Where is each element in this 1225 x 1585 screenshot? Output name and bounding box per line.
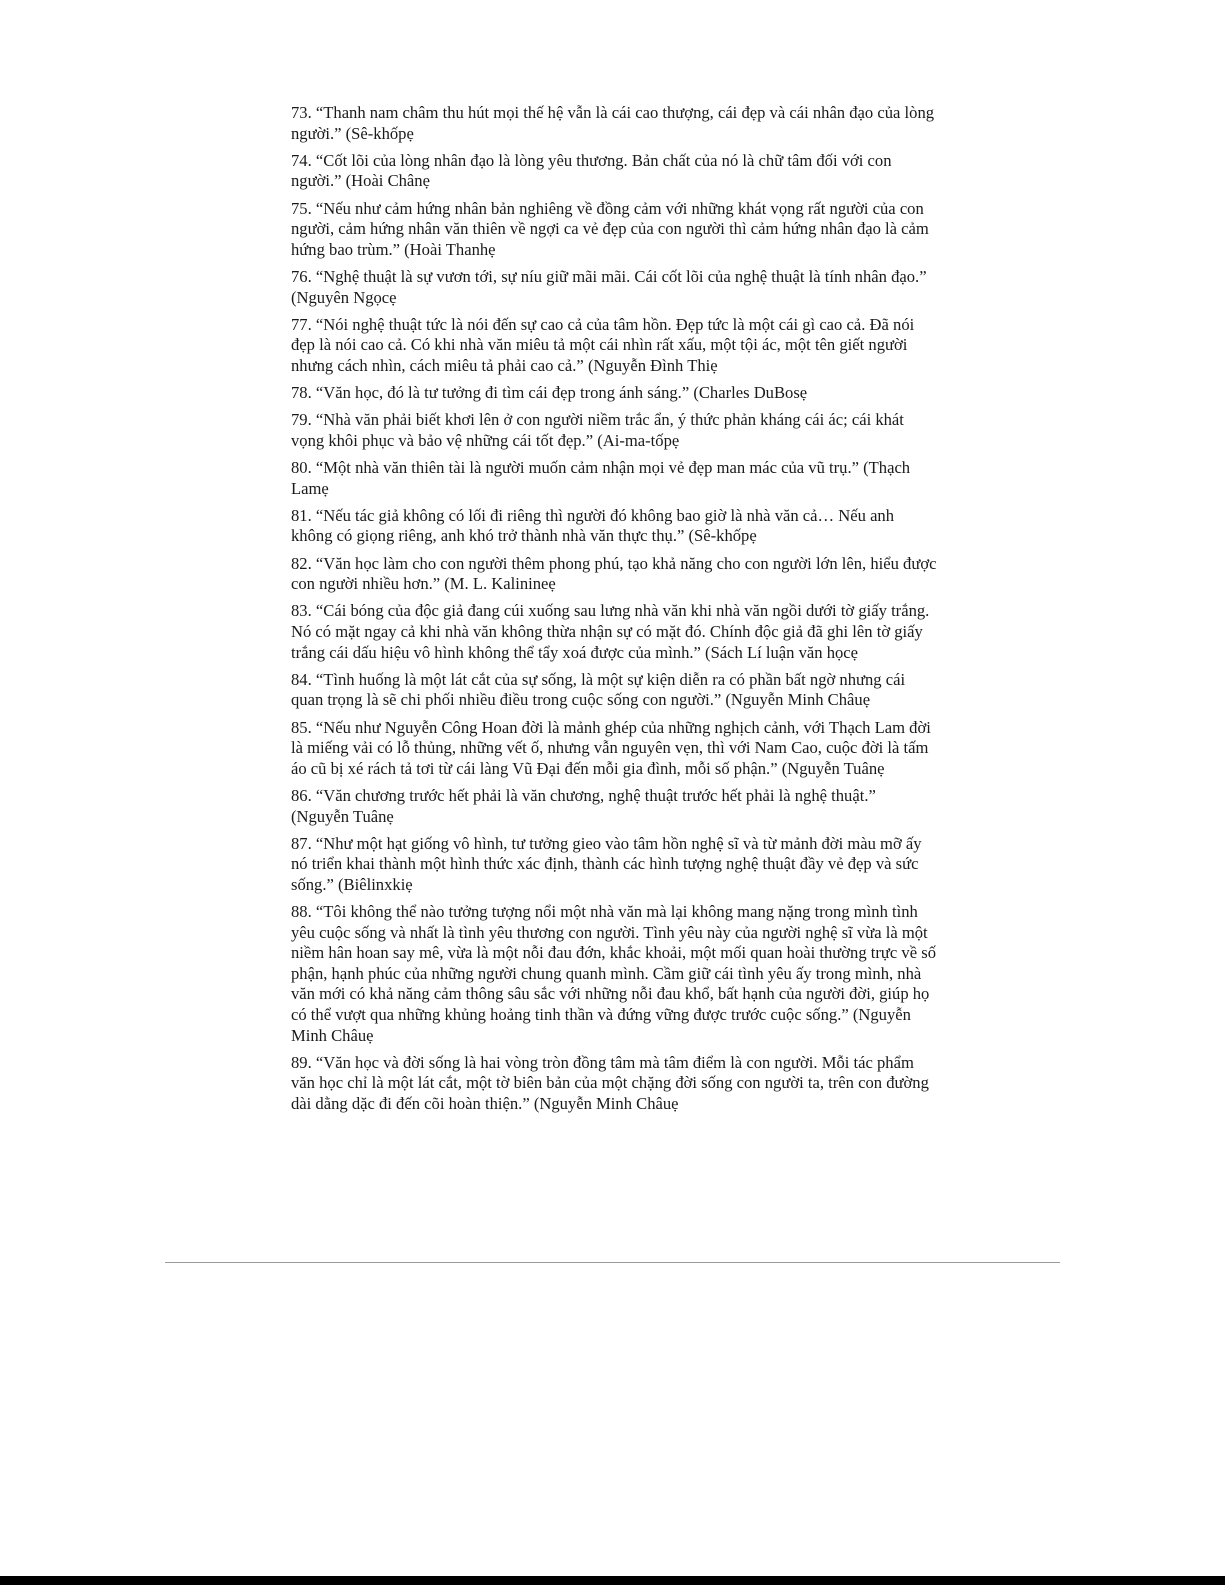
quote-83: 83. “Cái bóng của độc giả đang cúi xuống sau lưng nhà văn khi nhà văn ngồi dưới tờ giấy trắng. Nó có mặt ngay cả khi nhà văn không thừa nhận sự có mặt đó. Chính độc giả đã ghi lên tờ giấy trắng cái dấu hiệu vô hình không thể tẩy xoá được của mình.” (Sách Lí luận văn họcẹ: [291, 601, 930, 662]
quote-list: [291, 103, 991, 1121]
quote-81: 81. “Nếu tác giả không có lối đi riêng thì người đó không bao giờ là nhà văn cả… Nếu anh không có giọng riêng, anh khó trở thành nhà văn thực thụ.” (Sê-khốpẹ: [291, 505, 895, 546]
quote-86: 86. “Văn chương trước hết phải là văn chương, nghệ thuật trước hết phải là nghệ thuật.” (Nguyễn Tuânẹ: [291, 785, 876, 826]
quote-87: 87. “Như một hạt giống vô hình, tư tưởng gieo vào tâm hồn nghệ sĩ và từ mảnh đời màu mỡ ấy nó triển khai thành một hình thức xác định, thành các hình tượng nghệ thuật đầy vẻ đẹp và sức sống.” (Biêlinxkiẹ: [291, 833, 922, 894]
quote-76: 76. “Nghệ thuật là sự vươn tới, sự níu giữ mãi mãi. Cái cốt lõi của nghệ thuật là tính nhân đạo.” (Nguyên Ngọcẹ: [291, 266, 927, 307]
quote-78: 78. “Văn học, đó là tư tưởng đi tìm cái đẹp trong ánh sáng.” (Charles DuBosẹ: [291, 383, 808, 403]
quote-75: 75. “Nếu như cảm hứng nhân bản nghiêng về đồng cảm với những khát vọng rất người của con người, cảm hứng nhân văn thiên về ngợi ca vẻ đẹp của con người thì cảm hứng nhân đạo là cảm hứng bao trùm.” (Hoài Thanhẹ: [291, 198, 929, 259]
quote-79: 79. “Nhà văn phải biết khơi lên ở con người niềm trắc ẩn, ý thức phản kháng cái ác; cái khát vọng khôi phục và bảo vệ những cái tốt đẹp.” (Ai-ma-tốpẹ: [291, 410, 904, 450]
quote-89: 89. “Văn học và đời sống là hai vòng tròn đồng tâm mà tâm điểm là con người. Mỗi tác phẩm văn học chỉ là một lát cắt, một tờ biên bản của một chặng đời sống con người ta, trên con đường dài dằng dặc đi đến cõi hoàn thiện.” (Nguyễn Minh Châuẹ: [291, 1052, 929, 1114]
quote-74: 74. “Cốt lõi của lòng nhân đạo là lòng yêu thương. Bản chất của nó là chữ tâm đối với con người.” (Hoài Chânẹ: [291, 150, 892, 191]
footer-divider: [165, 1262, 1060, 1263]
quote-82: 82. “Văn học làm cho con người thêm phong phú, tạo khả năng cho con người lớn lên, hiểu được con người nhiều hơn.” (M. L. Kalinineẹ: [291, 553, 937, 594]
quote-84: 84. “Tình huống là một lát cắt của sự sống, là một sự kiện diễn ra có phần bất ngờ nhưng cái quan trọng là sẽ chi phối nhiều điều trong cuộc sống con người.” (Nguyễn Minh Châuẹ: [291, 669, 906, 710]
quote-73: 73. “Thanh nam châm thu hút mọi thế hệ vẫn là cái cao thượng, cái đẹp và cái nhân đạo của lòng người.” (Sê-khốpẹ: [291, 103, 935, 143]
quote-85: 85. “Nếu như Nguyễn Công Hoan đời là mảnh ghép của những nghịch cảnh, với Thạch Lam đời là miếng vải có lỗ thủng, những vết ố, nhưng vẫn nguyên vẹn, thì với Nam Cao, cuộc đời là tấm áo cũ bị xé rách tả tơi từ cái làng Vũ Đại đến mỗi gia đình, mỗi số phận.” (Nguyễn Tuânẹ: [291, 717, 931, 778]
bottom-edge-bar: [0, 1576, 1225, 1585]
quote-80: 80. “Một nhà văn thiên tài là người muốn cảm nhận mọi vẻ đẹp man mác của vũ trụ.” (Thạch Lamẹ: [291, 458, 911, 498]
quote-88: 88. “Tôi không thể nào tưởng tượng nổi một nhà văn mà lại không mang nặng trong mình tình yêu cuộc sống và nhất là tình yêu thương con người. Tình yêu này của người nghệ sĩ vừa là một niềm hân hoan say mê, vừa là một nỗi đau đớn, khắc khoải, một mối quan hoài thường trực về số phận, hạnh phúc của những người chung quanh mình. Cầm giữ cái tình yêu ấy trong mình, nhà văn mới có khả năng cảm thông sâu sắc với những nỗi đau khổ, bất hạnh của người đời, giúp họ có thể vượt qua những khủng hoảng tinh thần và đứng vững được trước cuộc sống.” (Nguyễn Minh Châuẹ: [291, 902, 937, 1045]
quote-77: 77. “Nói nghệ thuật tức là nói đến sự cao cả của tâm hồn. Đẹp tức là một cái gì cao cả. Đã nói đẹp là nói cao cả. Có khi nhà văn miêu tả một cái nhìn rất xấu, một tội ác, một tên giết người nhưng cách nhìn, cách miêu tả phải cao cả.” (Nguyễn Đình Thiẹ: [291, 314, 915, 375]
